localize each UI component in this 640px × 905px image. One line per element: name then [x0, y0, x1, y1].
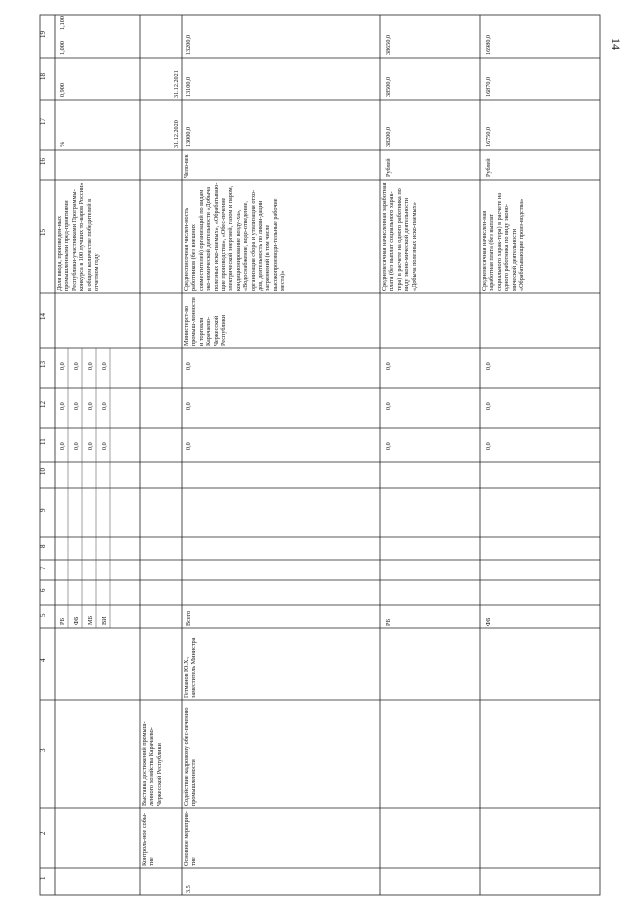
event-name: Выставка достижений промыш-ленного хозяйства Карачаево-Черкесской Республики — [141, 721, 163, 806]
event-name: Содействие кадровому обес-печению промышленности — [183, 707, 198, 806]
column-header: 16 — [39, 158, 47, 165]
value-cell: 0,0 — [385, 442, 392, 450]
funding-code: ФБ — [485, 617, 492, 626]
target-2021: 38500,0 — [385, 76, 392, 97]
value-cell: 0,0 — [73, 442, 80, 450]
value-cell: 0,0 — [87, 442, 94, 450]
column-header: 11 — [39, 438, 47, 445]
column-header: 12 — [39, 401, 47, 408]
target-2021: 1,000 — [59, 41, 66, 55]
indicator-text: Доля ввода, произведен-ных промышленными пред-приятиями Республики-участниками Программы-конкурса в 100 лучших то-варов России» в общем количестве победителей в отчетном году — [56, 182, 101, 291]
value-cell: 0,0 — [385, 362, 392, 370]
target-2022: 38650,0 — [385, 34, 392, 55]
table-frame — [40, 15, 600, 895]
column-header: 2 — [39, 831, 47, 835]
value-cell: 0,0 — [101, 402, 108, 410]
value-cell: 0,0 — [185, 442, 192, 450]
value-cell: 0,0 — [59, 442, 66, 450]
event-type: Основное мероприя-тие — [183, 811, 198, 866]
row-dividers — [55, 15, 480, 895]
value-cell: 0,0 — [485, 442, 492, 450]
value-cell: 0,0 — [59, 402, 66, 410]
target-2020: 38200,0 — [385, 126, 392, 147]
column-header: 13 — [39, 361, 47, 368]
funding-code: РБ — [385, 619, 392, 626]
event-type: Контроль-ное собы-тие — [141, 812, 156, 866]
column-header: 19 — [39, 31, 47, 38]
column-header: 18 — [39, 73, 47, 80]
funding-code: МБ — [87, 615, 94, 625]
row-number: 3.5 — [185, 885, 192, 893]
target-2022: 1,100 — [59, 16, 66, 30]
responsible-person: Гетманов Ю.Х., заместитель Министра — [183, 637, 198, 698]
value-cell: 0,0 — [73, 402, 80, 410]
target-2020: 0,900 — [59, 83, 66, 97]
column-header: 17 — [39, 118, 47, 125]
column-header: 7 — [39, 566, 47, 570]
value-cell: 0,0 — [59, 362, 66, 370]
unit-cell: % — [59, 141, 66, 147]
target-2020: 16750,0 — [485, 126, 492, 147]
target-2020: 13000,0 — [185, 126, 192, 147]
value-cell: 0,0 — [185, 362, 192, 370]
column-header: 10 — [39, 468, 47, 475]
unit-cell: Чело-век — [183, 154, 190, 178]
funding-code: ФБ — [73, 616, 80, 625]
value-cell: 0,0 — [101, 442, 108, 450]
value-cell: 0,0 — [87, 402, 94, 410]
column-header: 15 — [39, 229, 47, 236]
funding-code: РБ — [59, 618, 66, 625]
target-2022: 16980,0 — [485, 34, 492, 55]
date-2020: 31.12.2020 — [173, 120, 180, 148]
row-3-5 — [182, 35, 380, 893]
unit-cell: Рублей — [385, 158, 392, 177]
value-cell: 0,0 — [485, 362, 492, 370]
indicator-text: Среднесписочная числен-ность работников (без внешних совместителей) организаций по видам эко-номической деятельности «Добыча полезных иско-паемых», «Обрабатываю-щие производства», «Обес-печение электрической энергией, газом и паром, кондиционирование возду-ха», «Водоснабжение, водо-отведение, организация сбора и утилизация отхо-дов, деятельность по ликви-дации загрязнений (в том числе высокопроизводи-тельные рабочие места)» — [183, 182, 287, 291]
unit-cell: Рублей — [485, 158, 492, 177]
column-header: 3 — [39, 748, 47, 752]
executor: Министерст-во промыш-ленности и торговли Карачаево-Черкесской Республики — [183, 297, 228, 346]
column-header: 8 — [39, 544, 47, 548]
column-header: 9 — [39, 508, 47, 512]
funding-code: ВИ — [101, 616, 108, 625]
page-number: 14 — [609, 38, 623, 50]
target-2021: 13100,0 — [185, 76, 192, 97]
column-header: 14 — [39, 313, 47, 320]
value-cell: 0,0 — [385, 402, 392, 410]
value-cell: 0,0 — [485, 402, 492, 410]
value-cell: 0,0 — [101, 362, 108, 370]
column-header: 4 — [39, 658, 47, 662]
column-header: 1 — [39, 876, 47, 880]
date-2021: 31.12.2021 — [173, 70, 180, 98]
funding-code: Всего — [185, 610, 192, 626]
target-2021: 16870,0 — [485, 76, 492, 97]
value-cell: 0,0 — [185, 402, 192, 410]
target-2022: 13200,0 — [185, 34, 192, 55]
column-header: 6 — [39, 588, 47, 592]
value-cell: 0,0 — [87, 362, 94, 370]
indicator-text: Среднемесячная начисленная заработная плата (без выплат социального харак-тера) в расчете на одного работника по виду эконо-мической деятельности «Добыча полезных иско-паемых» — [381, 182, 418, 291]
value-cell: 0,0 — [73, 362, 80, 370]
column-header: 5 — [39, 613, 47, 617]
row-control-event — [140, 70, 182, 868]
indicator-text: Среднемесячная начислен-ная заработная плата (без выплат социального харак-тера) в расчете на одного работника по виду эконо-мической деятельности «Обрабатывающие произ-водства» — [481, 192, 526, 291]
